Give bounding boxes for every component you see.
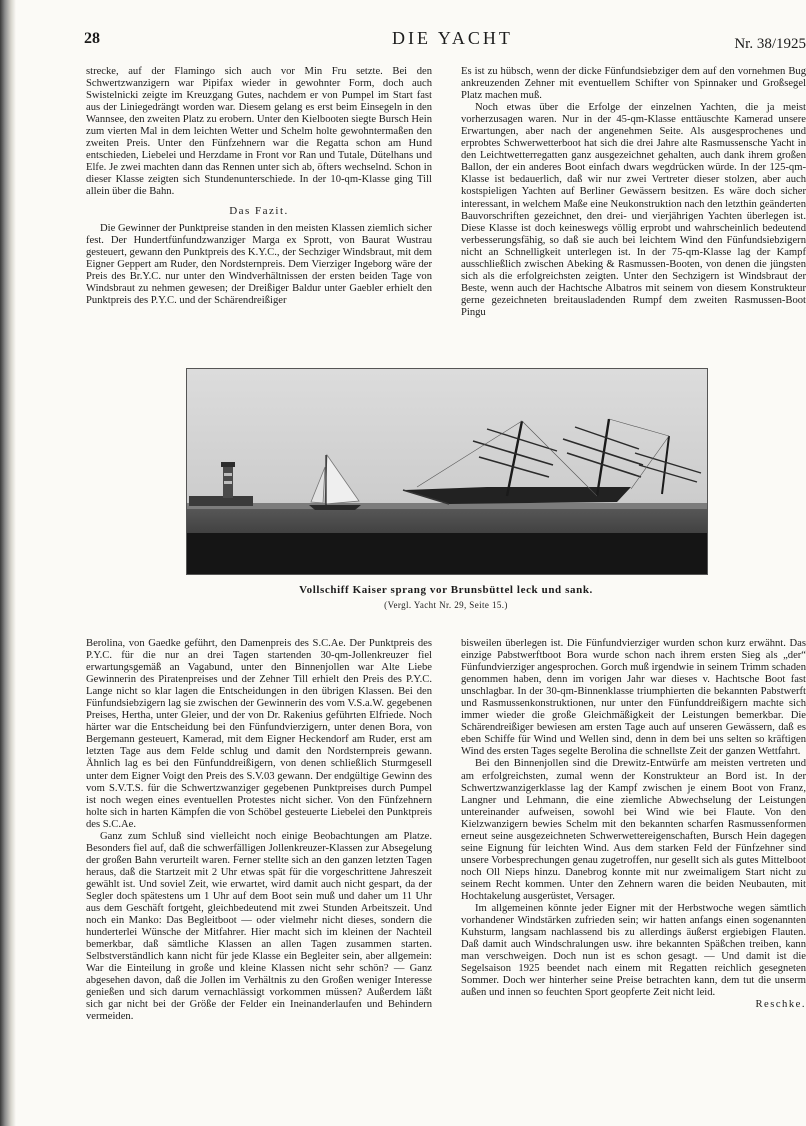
page-header <box>84 28 806 54</box>
section-heading: Das Fazit. <box>229 204 289 217</box>
column-bottom-left <box>86 638 432 1088</box>
paragraph: Berolina, von Gaedke geführt, den Damenpreis des S.C.Ae. Der Punktpreis des P.Y.C. für die nur an drei Tagen startenden 30-qm-Jollenkreuzer fiel erwartungsgemäß an Vagabund, unter den Binnenjollen war Alte Liebe Gewinnerin des Piratenpreises und der Zehner Till erhielt den Preis des P.Y.C. Lange nicht so klar lagen die Entscheidungen in den übrigen Klassen. Bei den Fünfundsiebzigern lag sie zwischen der Gewinnerin des vom V.S.a.W. gegebenen Preises, Hertha, unter Gleier, und der von Dr. Rakenius geführten Elfriede. Noch härter war die Entscheidung bei den Fünfundvierzigern, unter denen Bora, von Bergemann gesteuert, Kamerad, mit dem Eigner Heckendorf am Ruder, erst am letzten Tage aus dem Felde schlug und damit den Nordsternpreis gewann. Ähnlich lag es bei den Fünfunddreißigern, von denen schließlich Sturmgesell unter dem Eigner Voigt den Preis des S.V.03 gewann. Der endgültige Gewinn des vom S.V.T.S. für die Schwertzwanziger gegebenen Punktpreises durch Pumpel ist noch wegen eines eventuellen Protestes nicht sicher. Von den Fünfzehnern holte sich in harten Kämpfen die von Schöbel gesteuerte Liebelei den Punktpreis des S.C.Ae. <box>86 638 432 830</box>
photo-reference: (Vergl. Yacht Nr. 29, Seite 15.) <box>384 600 508 610</box>
paragraph: strecke, auf der Flamingo sich auch vor Min Fru setzte. Bei den Schwertzwanzigern war Pipifax wieder in gewohnter Form, doch auch Swistelnicki zeigte im Kreuzgang Gutes, nachdem er von Pumpel im Start fast aus der Liniegedrängt worden war. Diesem gelang es erst beim Einsegeln in den Wannsee, den zweiten Platz zu erobern. Unter den Kielbooten siegte Bursch Hein zum vierten Mal in dem leichten Wetter und Schelm holte gewohntermaßen den zweiten Preis. Unter den Fünfzehnern war die Regatta schon am Hund entschieden, Liebelei und Herzdame in Front vor Ran und Tutale, Dütelhans und Elfe. Je zwei machten dann das Rennen unter sich ab, öfters wechselnd. Schon in dieser Klasse zeigten sich Stundenunterschiede. In der 10-qm-Klasse ging Till allein über die Bahn. <box>86 66 432 198</box>
column-top-right <box>461 66 806 356</box>
column-bottom-right <box>461 638 806 1100</box>
paragraph: Die Gewinner der Punktpreise standen in den meisten Klassen ziemlich sicher fest. Der Hundertfünfundzwanziger Marga ex Sprott, von Baurat Wustrau gesteuert, gewann den Punktpreis des K.Y.C., der Sechziger Windsbraut, mit dem Eigner Geppert am Ruder, den Nordsternpreis. Dem Vierziger Ingeborg wäre der Preis des Br.Y.C. nur unter den Windverhältnissen der ersten beiden Tage von Windsbraut zu nehmen gewesen; der Dreißiger Baldur unter Gaebler erhielt den Punktpreis des P.Y.C. und der Schärendreißiger <box>86 222 432 306</box>
paragraph: Bei den Binnenjollen sind die Drewitz-Entwürfe am meisten vertreten und am erfolgreichsten, zumal wenn der Konstrukteur an Bord ist. In der Schwertzwanzigerklasse lag der Kampf zwischen je einem Boot von Franz, Langner und Lehmann, die eine ziemliche Abwechselung der Leistungen untereinander aufweisen, sowohl bei Wind wie bei Flaute. Von den Kielzwanzigern bewies Schelm mit den bekannten scharfen Rasmussenformen erneut seine ausgezeichneten Schwerwettereigenschaften, Bursch Hein dagegen seine Eignung für leichten Wind. Aus dem starken Feld der Fünfzehner sind unsere Vorbesprechungen genau zugetroffen, nur gesellt sich als gutes Mittelboot noch Oll Nieps hinzu. Danebrog konnte mit nur zweimaligem Start nicht zu seinem Recht kommen. Unter den Zehnern waren die beiden Neubauten, mit Hochtakelung ausgerüstet, Versager. <box>461 758 806 902</box>
paragraph: bisweilen überlegen ist. Die Fünfundvierziger wurden schon kurz erwähnt. Das einzige Pabstwerftboot Bora wurde schon nach ihrem ersten Sieg als „der“ Fünfundvierziger angesprochen. Gorch muß irgendwie in seinem Trimm schaden genommen haben, denn im vorigen Jahr war dieses v. Hachtsche Boot fast unschlagbar. In der 30-qm-Binnenklasse triumphierten die bekannten Pabstwerft und Rasmussenkonstruktionen, nur unter den Fünfunddreißigern machte sich immer wieder die große Gleichmäßigkeit der Leistungen bemerkbar. Die Schärendreißiger bewiesen am ersten Tage auch auf unseren Gewässern, daß es eben Schiffe für Wind und Wellen sind, denn in dem bei uns selten so kräftigen Wind des ersten Tages segelte Berolina die schnellste Zeit der ganzen Wettfahrt. <box>461 638 806 758</box>
shipwreck-illustration <box>187 369 707 574</box>
paragraph: Im allgemeinen könnte jeder Eigner mit der Herbstwoche wegen sämtlich vorhandener Windstärken zufrieden sein; wir hatten anfangs einen sogenannten Kuhsturm, langsam nachlassend bis zu allerdings äußerst ergiebigen Flauten. Daß damit auch Windschralungen usw. ihre bekannten Späßchen treiben, kann man verschweigen. Doch nun ist es schon gesagt. — Und damit ist die Segelsaison 1925 beendet nach einem mit Regatten reichlich gesegneten Sommer. Doch wer hinterher seine Preise betrachten kann, dem tut die unserm außen und innen so feuchten Sport geopferte Zeit nicht leid. <box>461 903 806 999</box>
column-top-left <box>86 66 432 338</box>
paragraph: Es ist zu hübsch, wenn der dicke Fünfundsiebziger dem auf den vornehmen Bug ankreuzenden Zehner mit eventuellem Schifter von Spinnaker und Großsegel Platz machen muß. <box>461 66 806 102</box>
page-number: 28 <box>84 30 100 47</box>
author-signature: Reschke. <box>755 999 806 1011</box>
magazine-title: DIE YACHT <box>392 28 513 48</box>
paragraph: Ganz zum Schluß sind vielleicht noch einige Beobachtungen am Platze. Besonders fiel auf, daß die schwerfälligen Jollenkreuzer-Klassen zur Absegelung der großen Bahn verurteilt waren. Ferner stellte sich an den ganzen letzten Tagen heraus, daß die Startzeit mit 2 Uhr etwas spät für die vorgeschrittene Jahreszeit gewählt ist. Und soviel Zeit, wie erwartet, wird damit auch nicht gespart, da der Segler doch spätestens um 1 Uhr auf dem Boot sein muß und daher um 11 Uhr aus dem Geschäft fortgeht, gleichbedeutend mit zwei Stunden Arbeitszeit. Und noch ein Manko: Das Begleitboot — oder vielmehr nicht dieses, sondern die hunderterlei Wünsche der Mitfahrer. Hier macht sich im kleinen der Nachteil bemerkbar, daß sämtliche Klassen an allen Tagen zusammen starten. Selbstverständlich kann nicht für jede Klasse ein Begleiter sein, aber allgemein: War die Einteilung in große und kleine Klassen nicht sehr schön? — Ganz abgesehen davon, daß die Jollen im Verhältnis zu den Großen weniger Interesse genießen und sich darum vernachlässigt vorkommen müssen? Außerdem läßt sich gar nicht bei der Größe der Felder ein Ineinanderlaufen und Behindern vermeiden. <box>86 830 432 1023</box>
issue-number: Nr. 38/1925 <box>734 36 806 52</box>
photo-caption: Vollschiff Kaiser sprang vor Brunsbüttel leck und sank. <box>299 584 593 596</box>
paragraph: Noch etwas über die Erfolge der einzelnen Yachten, die ja meist vorherzusagen waren. Nur in der 45-qm-Klasse enttäuschte Kamerad unsere Erwartungen, aber nach der angenehmen Seite. Als ausgesprochenes und erprobtes Schwerwetterboot hat sich die drei Jahre alte Rasmussensche Yacht in den Leichtwetterregatten ganz ausgezeichnet gehalten, auch dank ihrem großen Ballon, der ein anderes Boot einfach dwars wegdrücken würde. In der 125-qm-Klasse ist bedauerlich, daß wir nur zwei Vertreter dieser stolzen, aber auch kostspieligen Yachten auf Berliner Gewässern besitzen. Es wäre doch sicher interessant, in welchem Maße eine Neukonstruktion nach den letzthin geänderten Bauvorschriften gezeichnet, den drei- und vierjährigen Yachten überlegen ist. Diese Klasse ist doch keineswegs völlig erprobt und wahrscheinlich bedeutend verbesserungsfähig, so daß sie auch bei leichtem Wind den Fünfundsiebzigern nicht an Schnelligkeit unterlegen ist. In der 75-qm-Klasse lag der Kampf ausschließlich zwischen Abeking & Rasmussen-Booten, von denen die jüngsten sich als die erfolgreichsten zeigten. Unter den Sechzigern ist Windsbraut der Beste, wenn auch der Hachtsche Albatros mit seinem von diesem Konstrukteur gerne gezeichneten breitausladenden Rumpf dem zweiten Rasmussen-Boot Pingu <box>461 102 806 318</box>
book-spine-shadow <box>0 0 16 1126</box>
shipwreck-photo <box>186 368 708 575</box>
